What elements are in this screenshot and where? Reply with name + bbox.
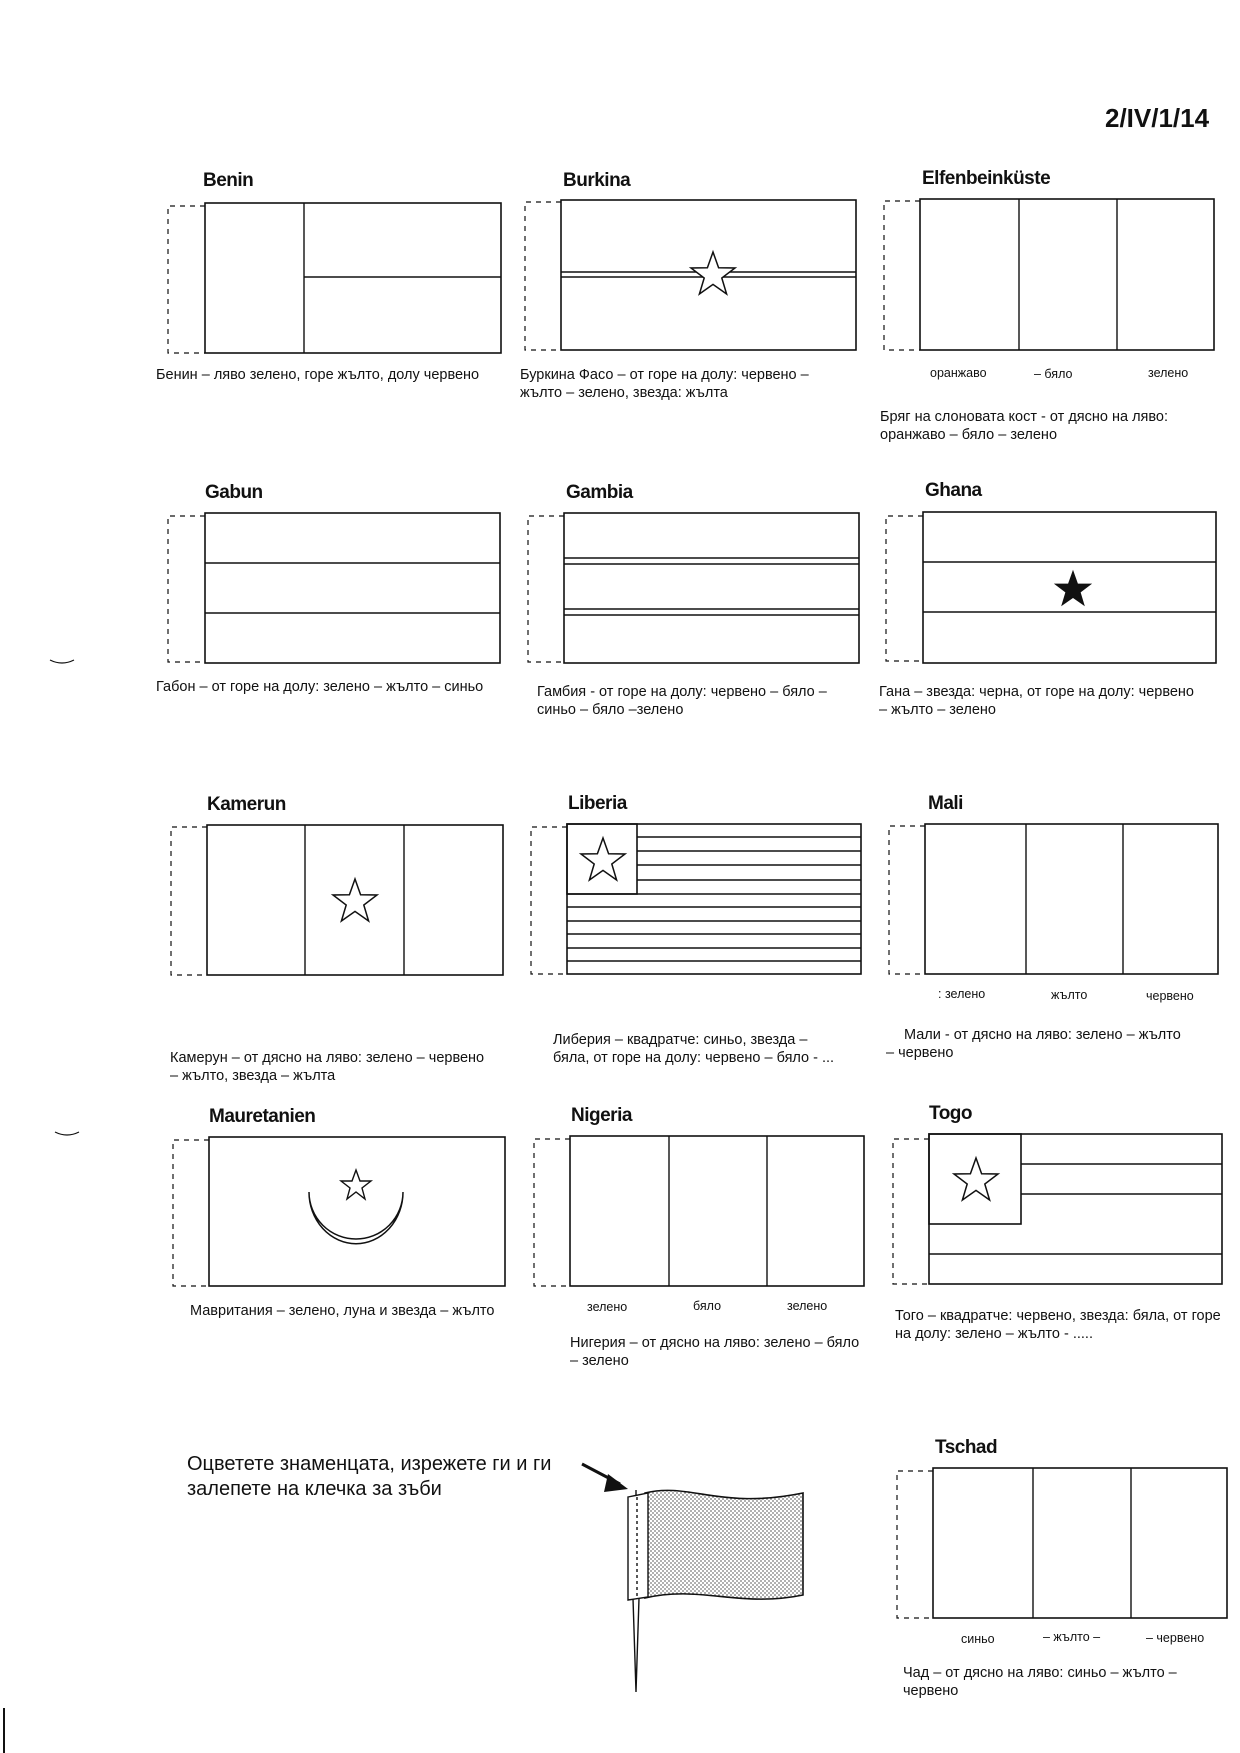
caption-ghana-2: – жълто – зелено <box>879 702 996 718</box>
flag-name-liberia: Liberia <box>568 793 627 814</box>
flag-tschad <box>897 1468 1227 1618</box>
color-label-tschad-mid: – жълто – <box>1043 1630 1101 1644</box>
caption-liberia-2: бяла, от горе на долу: червено – бяло - ... <box>553 1050 835 1066</box>
flag-name-nigeria: Nigeria <box>571 1105 632 1126</box>
color-label-mali-right: червено <box>1146 989 1194 1003</box>
caption-kamerun-1: Камерун – от дясно на ляво: зелено – червено <box>170 1050 485 1066</box>
caption-kamerun-2: – жълто, звезда – жълта <box>170 1068 336 1084</box>
toothpick-flag-illustration <box>582 1464 803 1692</box>
togo-star-icon <box>951 1156 1001 1204</box>
burkina-star-icon <box>689 250 737 298</box>
mauretanien-crescent-star-icon <box>301 1168 411 1258</box>
caption-gambia-2: синьо – бяло –зелено <box>537 702 684 718</box>
color-label-mali-left: : зелено <box>938 987 986 1001</box>
caption-gambia-1: Гамбия - от горе на долу: червено – бяло – <box>537 684 827 700</box>
flag-togo <box>893 1134 1222 1284</box>
flag-name-gabun: Gabun <box>205 482 263 503</box>
color-label-tschad-right: – червено <box>1146 1631 1205 1645</box>
color-label-nigeria-left: зелено <box>587 1300 628 1314</box>
liberia-star-icon <box>579 836 627 884</box>
color-label-nigeria-mid: бяло <box>693 1299 722 1313</box>
caption-burkina-1: Буркина Фасо – от горе на долу: червено – <box>520 367 809 383</box>
caption-elfenbein-2: оранжаво – бяло – зелено <box>880 427 1058 443</box>
caption-tschad-2: червено <box>903 1683 959 1699</box>
flag-mali <box>889 824 1218 974</box>
flag-ghana <box>886 512 1216 663</box>
caption-mauretanien: Мавритания – зелено, луна и звезда – жълто <box>190 1303 495 1319</box>
flag-name-elfenbeinkueste: Elfenbeinküste <box>922 168 1051 189</box>
color-label-elfenbein-mid: – бяло <box>1034 367 1073 381</box>
caption-tschad-1: Чад – от дясно на ляво: синьо – жълто – <box>903 1665 1177 1681</box>
color-label-tschad-left: синьо <box>961 1632 995 1646</box>
instruction-line-2: залепете на клечка за зъби <box>187 1478 442 1500</box>
flag-name-burkina: Burkina <box>563 170 631 191</box>
flag-name-mali: Mali <box>928 793 963 814</box>
caption-elfenbein-1: Бряг на слоновата кост - от дясно на ляво: <box>880 409 1169 425</box>
caption-liberia-1: Либерия – квадратче: синьо, звезда – <box>553 1032 808 1048</box>
caption-togo-1: Того – квадратче: червено, звезда: бяла, от горе <box>895 1308 1221 1324</box>
flag-benin <box>168 203 501 353</box>
color-label-elfenbein-right: зелено <box>1148 366 1189 380</box>
flag-name-benin: Benin <box>203 170 254 191</box>
caption-mali-1: Мали - от дясно на ляво: зелено – жълто <box>904 1027 1181 1043</box>
flag-name-togo: Togo <box>929 1103 973 1124</box>
flag-name-ghana: Ghana <box>925 480 982 501</box>
flag-gambia <box>528 513 859 663</box>
caption-ghana-1: Гана – звезда: черна, от горе на долу: червено <box>879 684 1194 700</box>
flag-name-tschad: Tschad <box>935 1437 998 1458</box>
color-label-elfenbein-left: оранжаво <box>930 366 987 380</box>
color-label-nigeria-right: зелено <box>787 1299 828 1313</box>
kamerun-star-icon <box>331 877 379 925</box>
flag-name-kamerun: Kamerun <box>207 794 286 815</box>
caption-nigeria-2: – зелено <box>570 1353 629 1369</box>
caption-nigeria-1: Нигерия – от дясно на ляво: зелено – бяло <box>570 1335 860 1351</box>
flag-elfenbeinkueste <box>884 199 1214 350</box>
color-label-mali-mid: жълто <box>1051 988 1088 1002</box>
instruction-line-1: Оцветете знаменцата, изрежете ги и ги <box>187 1453 552 1475</box>
caption-benin: Бенин – ляво зелено, горе жълто, долу червено <box>156 367 480 383</box>
flag-name-mauretanien: Mauretanien <box>209 1106 316 1127</box>
caption-burkina-2: жълто – зелено, звезда: жълта <box>520 385 728 401</box>
caption-mali-2: – червено <box>886 1045 954 1061</box>
flag-name-gambia: Gambia <box>566 482 633 503</box>
ghana-star-icon <box>1053 570 1093 608</box>
page-code: 2/IV/1/14 <box>1105 103 1210 133</box>
caption-gabun: Габон – от горе на долу: зелено – жълто – синьо <box>156 679 484 695</box>
flag-nigeria <box>534 1136 864 1286</box>
instruction-text <box>187 1452 551 1502</box>
caption-togo-2: на долу: зелено – жълто - ..... <box>895 1326 1093 1342</box>
flag-gabun <box>168 513 500 663</box>
